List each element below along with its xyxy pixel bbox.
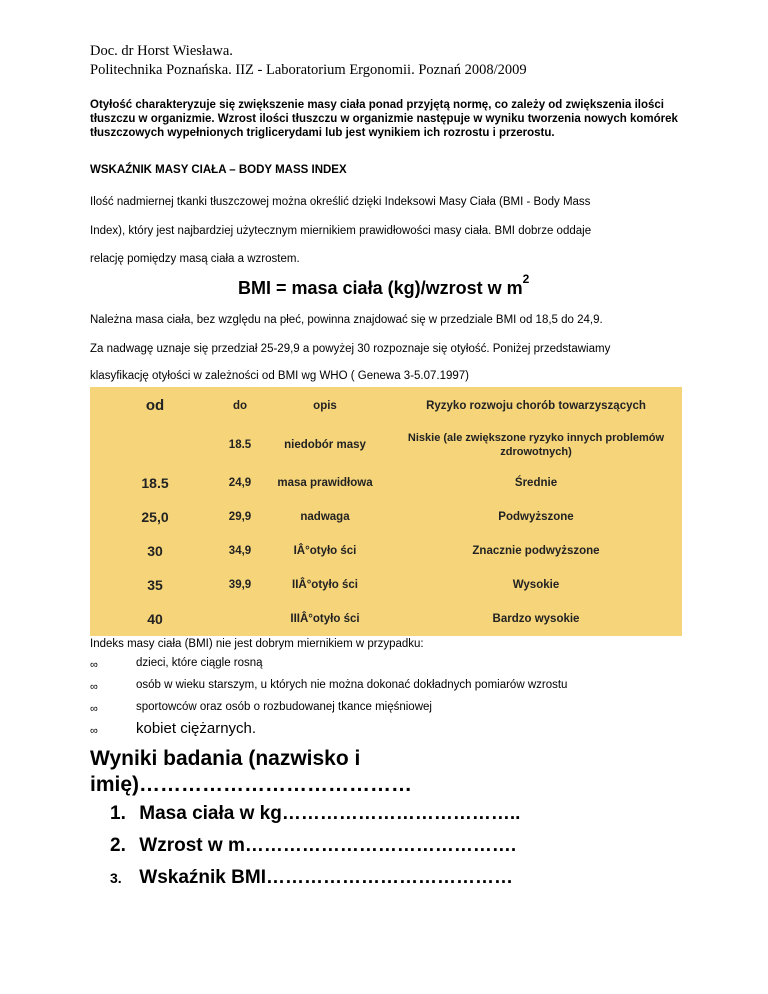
list-item-text: kobiet ciężarnych. bbox=[136, 720, 257, 737]
cell-opis: niedobór masy bbox=[284, 439, 366, 451]
cell-ryzyko: Niskie (ale zwiększone ryzyko innych problemów zdrowotnych) bbox=[407, 432, 665, 458]
bullet-icon: ∞ bbox=[90, 659, 98, 671]
document-header bbox=[90, 42, 527, 80]
cell-ryzyko: Podwyższone bbox=[498, 511, 574, 523]
bmi-classification-table bbox=[90, 387, 682, 636]
formula-text: BMI = masa ciała (kg)/wzrost w m bbox=[238, 278, 523, 298]
institution-line: Politechnika Poznańska. IIZ - Laboratorium Ergonomii. Poznań 2008/2009 bbox=[90, 62, 527, 78]
norm-desc-line-1: Należna masa ciała, bez względu na płeć, powinna znajdować się w przedziale BMI od 18,5 do 24,9. bbox=[90, 314, 603, 326]
result-item-mass bbox=[110, 800, 520, 832]
table-row bbox=[90, 534, 682, 568]
table-row bbox=[90, 602, 682, 636]
cell-do: 39,9 bbox=[228, 579, 252, 591]
cell-do: 24,9 bbox=[228, 477, 252, 489]
result-number: 1. bbox=[110, 803, 126, 824]
list-item bbox=[90, 722, 567, 744]
table-header-row bbox=[90, 387, 682, 424]
cell-ryzyko: Znacznie podwyższone bbox=[472, 545, 600, 557]
header-opis: opis bbox=[313, 399, 337, 412]
cell-od: 40 bbox=[147, 611, 163, 627]
cell-do: 34,9 bbox=[228, 545, 252, 557]
cell-od: 35 bbox=[147, 577, 163, 593]
list-item-text: osób w wieku starszym, u których nie można dokonać dokładnych pomiarów wzrostu bbox=[136, 679, 568, 691]
norm-desc-line-2: Za nadwagę uznaje się przedział 25-29,9 a powyżej 30 rozpoznaje się otyłość. Poniżej przedstawiamy bbox=[90, 343, 611, 355]
cell-ryzyko: Wysokie bbox=[512, 579, 560, 591]
result-item-bmi bbox=[110, 864, 520, 896]
result-label: Masa ciała w kg……………………………….. bbox=[139, 803, 521, 824]
cell-opis: IÂ°otyło ści bbox=[293, 545, 357, 557]
norm-desc-line-3: klasyfikację otyłości w zależności od BMI wg WHO ( Genewa 3-5.07.1997) bbox=[90, 370, 470, 382]
cell-do: 18.5 bbox=[228, 439, 252, 451]
result-label: Wzrost w m……………………………………. bbox=[139, 835, 517, 856]
cell-od: 30 bbox=[147, 543, 163, 559]
bmi-desc-line-1: Ilość nadmiernej tkanki tłuszczowej można określić dzięki Indeksowi Masy Ciała (BMI - Body Mass bbox=[90, 196, 591, 208]
bullet-icon: ∞ bbox=[90, 725, 98, 737]
result-number: 3. bbox=[110, 870, 122, 886]
cell-opis: nadwaga bbox=[300, 511, 350, 523]
result-number: 2. bbox=[110, 835, 126, 856]
cell-od: 25,0 bbox=[141, 509, 169, 525]
table-row bbox=[90, 500, 682, 534]
header-do: do bbox=[232, 399, 248, 412]
list-item bbox=[90, 656, 567, 678]
bmi-formula bbox=[238, 272, 530, 299]
cell-opis: IIIÂ°otyło ści bbox=[290, 613, 360, 625]
cell-do bbox=[220, 602, 260, 636]
table-row bbox=[90, 424, 682, 466]
bullet-icon: ∞ bbox=[90, 681, 98, 693]
limitations-intro: Indeks masy ciała (BMI) nie jest dobrym miernikiem w przypadku: bbox=[90, 638, 424, 650]
intro-paragraph: Otyłość charakteryzuje się zwiększenie masy ciała ponad przyjętą normę, co zależy od zwiększenia ilości tłuszczu w organizmie. Wzrost ilości tłuszczu w organizmie następuje w wyniku tworzenia nowych komórek tłuszczowych wypełnionych triglicerydami lub jest wynikiem ich rozrostu i przerostu. bbox=[90, 99, 678, 139]
cell-do: 29,9 bbox=[228, 511, 252, 523]
author-line: Doc. dr Horst Wiesława. bbox=[90, 43, 233, 59]
bullet-icon: ∞ bbox=[90, 703, 98, 715]
list-item-text: sportowców oraz osób o rozbudowanej tkance mięśniowej bbox=[136, 701, 432, 713]
bmi-desc-line-3: relację pomiędzy masą ciała a wzrostem. bbox=[90, 253, 300, 265]
bmi-desc-line-2: Index), który jest najbardziej użytecznym miernikiem prawidłowości masy ciała. BMI dobrze oddaje bbox=[90, 225, 592, 237]
section-title: WSKAŹNIK MASY CIAŁA – BODY MASS INDEX bbox=[90, 164, 347, 176]
header-od: od bbox=[145, 397, 165, 414]
cell-od bbox=[90, 424, 220, 466]
list-item bbox=[90, 700, 567, 722]
header-ryzyko: Ryzyko rozwoju chorób towarzyszących bbox=[426, 399, 646, 412]
cell-ryzyko: Bardzo wysokie bbox=[492, 613, 580, 625]
formula-exponent: 2 bbox=[522, 272, 530, 286]
cell-ryzyko: Średnie bbox=[514, 477, 558, 489]
result-label: Wskaźnik BMI………………………………… bbox=[139, 867, 513, 888]
table-row bbox=[90, 466, 682, 500]
list-item bbox=[90, 678, 567, 700]
limitations-list bbox=[90, 656, 567, 744]
table-row bbox=[90, 568, 682, 602]
list-item-text: dzieci, które ciągle rosną bbox=[136, 657, 263, 669]
result-item-height bbox=[110, 832, 520, 864]
results-list bbox=[110, 800, 520, 896]
cell-od: 18.5 bbox=[141, 475, 169, 491]
cell-opis: masa prawidłowa bbox=[277, 477, 373, 489]
results-title: Wyniki badania (nazwisko i imię)………………………………… bbox=[90, 747, 413, 796]
cell-opis: IIÂ°otyło ści bbox=[292, 579, 358, 591]
